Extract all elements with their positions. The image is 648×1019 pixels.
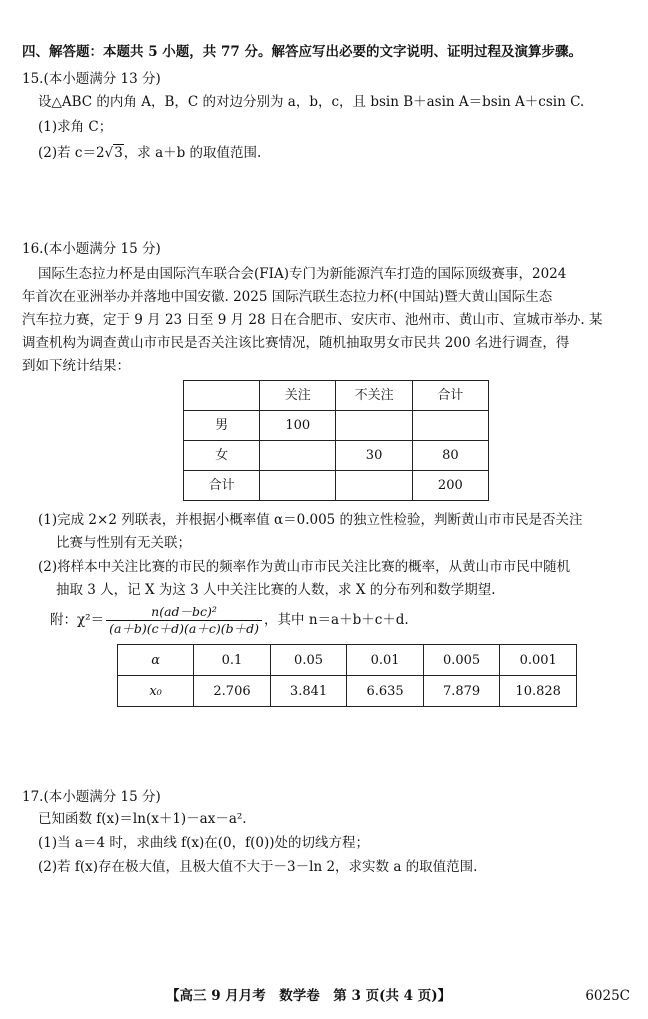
table-cell: 10.828 (500, 676, 577, 707)
q15-stem: 设△ABC 的内角 A，B，C 的对边分别为 a，b，c，且 bsin B＋asin A＝bsin A＋csin C. (38, 94, 585, 110)
table-cell: 合计 (412, 381, 488, 411)
table-cell (260, 441, 336, 471)
q15-part2: (2)若 c＝2√3，求 a＋b 的取值范围. (38, 145, 262, 161)
table-cell: 0.001 (500, 645, 577, 676)
table-cell: α (118, 645, 194, 676)
q15-part2-prefix: (2)若 c＝2 (38, 145, 105, 161)
table-row (118, 645, 577, 676)
table-cell (336, 411, 412, 441)
q16-number: 16. (22, 241, 44, 257)
table-row (184, 411, 489, 441)
table-cell (412, 411, 488, 441)
q17-stem: 已知函数 f(x)＝ln(x＋1)－ax－a². (38, 811, 247, 827)
table-header-row (184, 381, 489, 411)
table-cell: 100 (260, 411, 336, 441)
q16-heading (22, 243, 161, 257)
q16-stem-line: 到如下统计结果： (22, 358, 130, 374)
q15-part1: (1)求角 C； (38, 119, 113, 135)
footer-exam-info: 【高三 9 月月考 数学卷 第 3 页(共 4 页)】 (166, 988, 452, 1004)
table-cell: 女 (184, 441, 260, 471)
q15-part2-root: 3 (114, 145, 123, 161)
q17-score: (本小题满分 15 分) (43, 789, 161, 805)
q15-score: (本小题满分 13 分) (43, 71, 161, 87)
formula-denominator: (a＋b)(c＋d)(a＋c)(b＋d) (109, 620, 260, 636)
table-cell: 0.1 (194, 645, 271, 676)
formula-suffix: ，其中 n＝a＋b＋c＋d. (264, 611, 409, 628)
table-cell: 0.05 (270, 645, 347, 676)
table-cell: 合计 (184, 471, 260, 501)
q16-part1-line: 比赛与性别有无关联； (56, 535, 191, 551)
table-cell: 6.635 (347, 676, 424, 707)
q17-part1: (1)当 a＝4 时，求曲线 f(x)在(0，f(0))处的切线方程； (38, 835, 370, 851)
formula-fraction (106, 606, 262, 635)
contingency-table (183, 380, 489, 501)
q17-number: 17. (22, 789, 44, 805)
table-cell: 30 (336, 441, 412, 471)
table-cell: 男 (184, 411, 260, 441)
table-row (184, 441, 489, 471)
table-cell: 0.005 (423, 645, 500, 676)
formula-numerator: n(ad－bc)² (106, 606, 262, 621)
table-cell: x₀ (118, 676, 194, 707)
table-cell: 7.879 (423, 676, 500, 707)
q16-stem-line: 调查机构为调查黄山市市民是否关注该比赛情况，随机抽取男女市民共 200 名进行调查，得 (22, 335, 570, 351)
q16-score: (本小题满分 15 分) (43, 241, 161, 257)
table-cell (184, 381, 260, 411)
q16-stem-line: 年首次在亚洲举办并落地中国安徽. 2025 国际汽联生态拉力杯(中国站)暨大黄山国际生态 (22, 289, 553, 305)
q15-heading (22, 73, 161, 87)
critical-value-table (117, 644, 577, 707)
formula-prefix: 附：χ²＝ (50, 611, 105, 628)
q16-stem-line: 汽车拉力赛，定于 9 月 23 日至 9 月 28 日在合肥市、安庆市、池州市、黄山市、宣城市举办. 某 (22, 312, 603, 328)
q16-part1-line: (1)完成 2×2 列联表，并根据小概率值 α＝0.005 的独立性检验，判断黄山市市民是否关注 (38, 512, 583, 528)
q17-heading (22, 791, 161, 805)
table-row (184, 471, 489, 501)
table-cell: 不关注 (336, 381, 412, 411)
table-cell: 2.706 (194, 676, 271, 707)
q15-part2-suffix: ，求 a＋b 的取值范围. (123, 145, 262, 161)
table-row (118, 676, 577, 707)
table-cell: 关注 (260, 381, 336, 411)
table-cell: 3.841 (270, 676, 347, 707)
q15-number: 15. (22, 71, 44, 87)
footer-code: 6025C (585, 988, 630, 1004)
q16-part2-line: 抽取 3 人，记 X 为这 3 人中关注比赛的人数，求 X 的分布列和数学期望. (56, 582, 496, 598)
q16-stem-line: 国际生态拉力杯是由国际汽车联合会(FIA)专门为新能源汽车打造的国际顶级赛事，2024 (38, 266, 567, 282)
q17-part2: (2)若 f(x)存在极大值，且极大值不大于－3－ln 2，求实数 a 的取值范围. (38, 859, 478, 875)
table-cell (260, 471, 336, 501)
table-cell: 200 (412, 471, 488, 501)
table-cell: 0.01 (347, 645, 424, 676)
table-cell (336, 471, 412, 501)
table-cell: 80 (412, 441, 488, 471)
q16-part2-line: (2)将样本中关注比赛的市民的频率作为黄山市市民关注比赛的概率，从黄山市市民中随机 (38, 559, 571, 575)
chi-square-formula (50, 606, 409, 635)
section-header: 四、解答题：本题共 5 小题，共 77 分。解答应写出必要的文字说明、证明过程及演算步骤。 (22, 44, 582, 60)
